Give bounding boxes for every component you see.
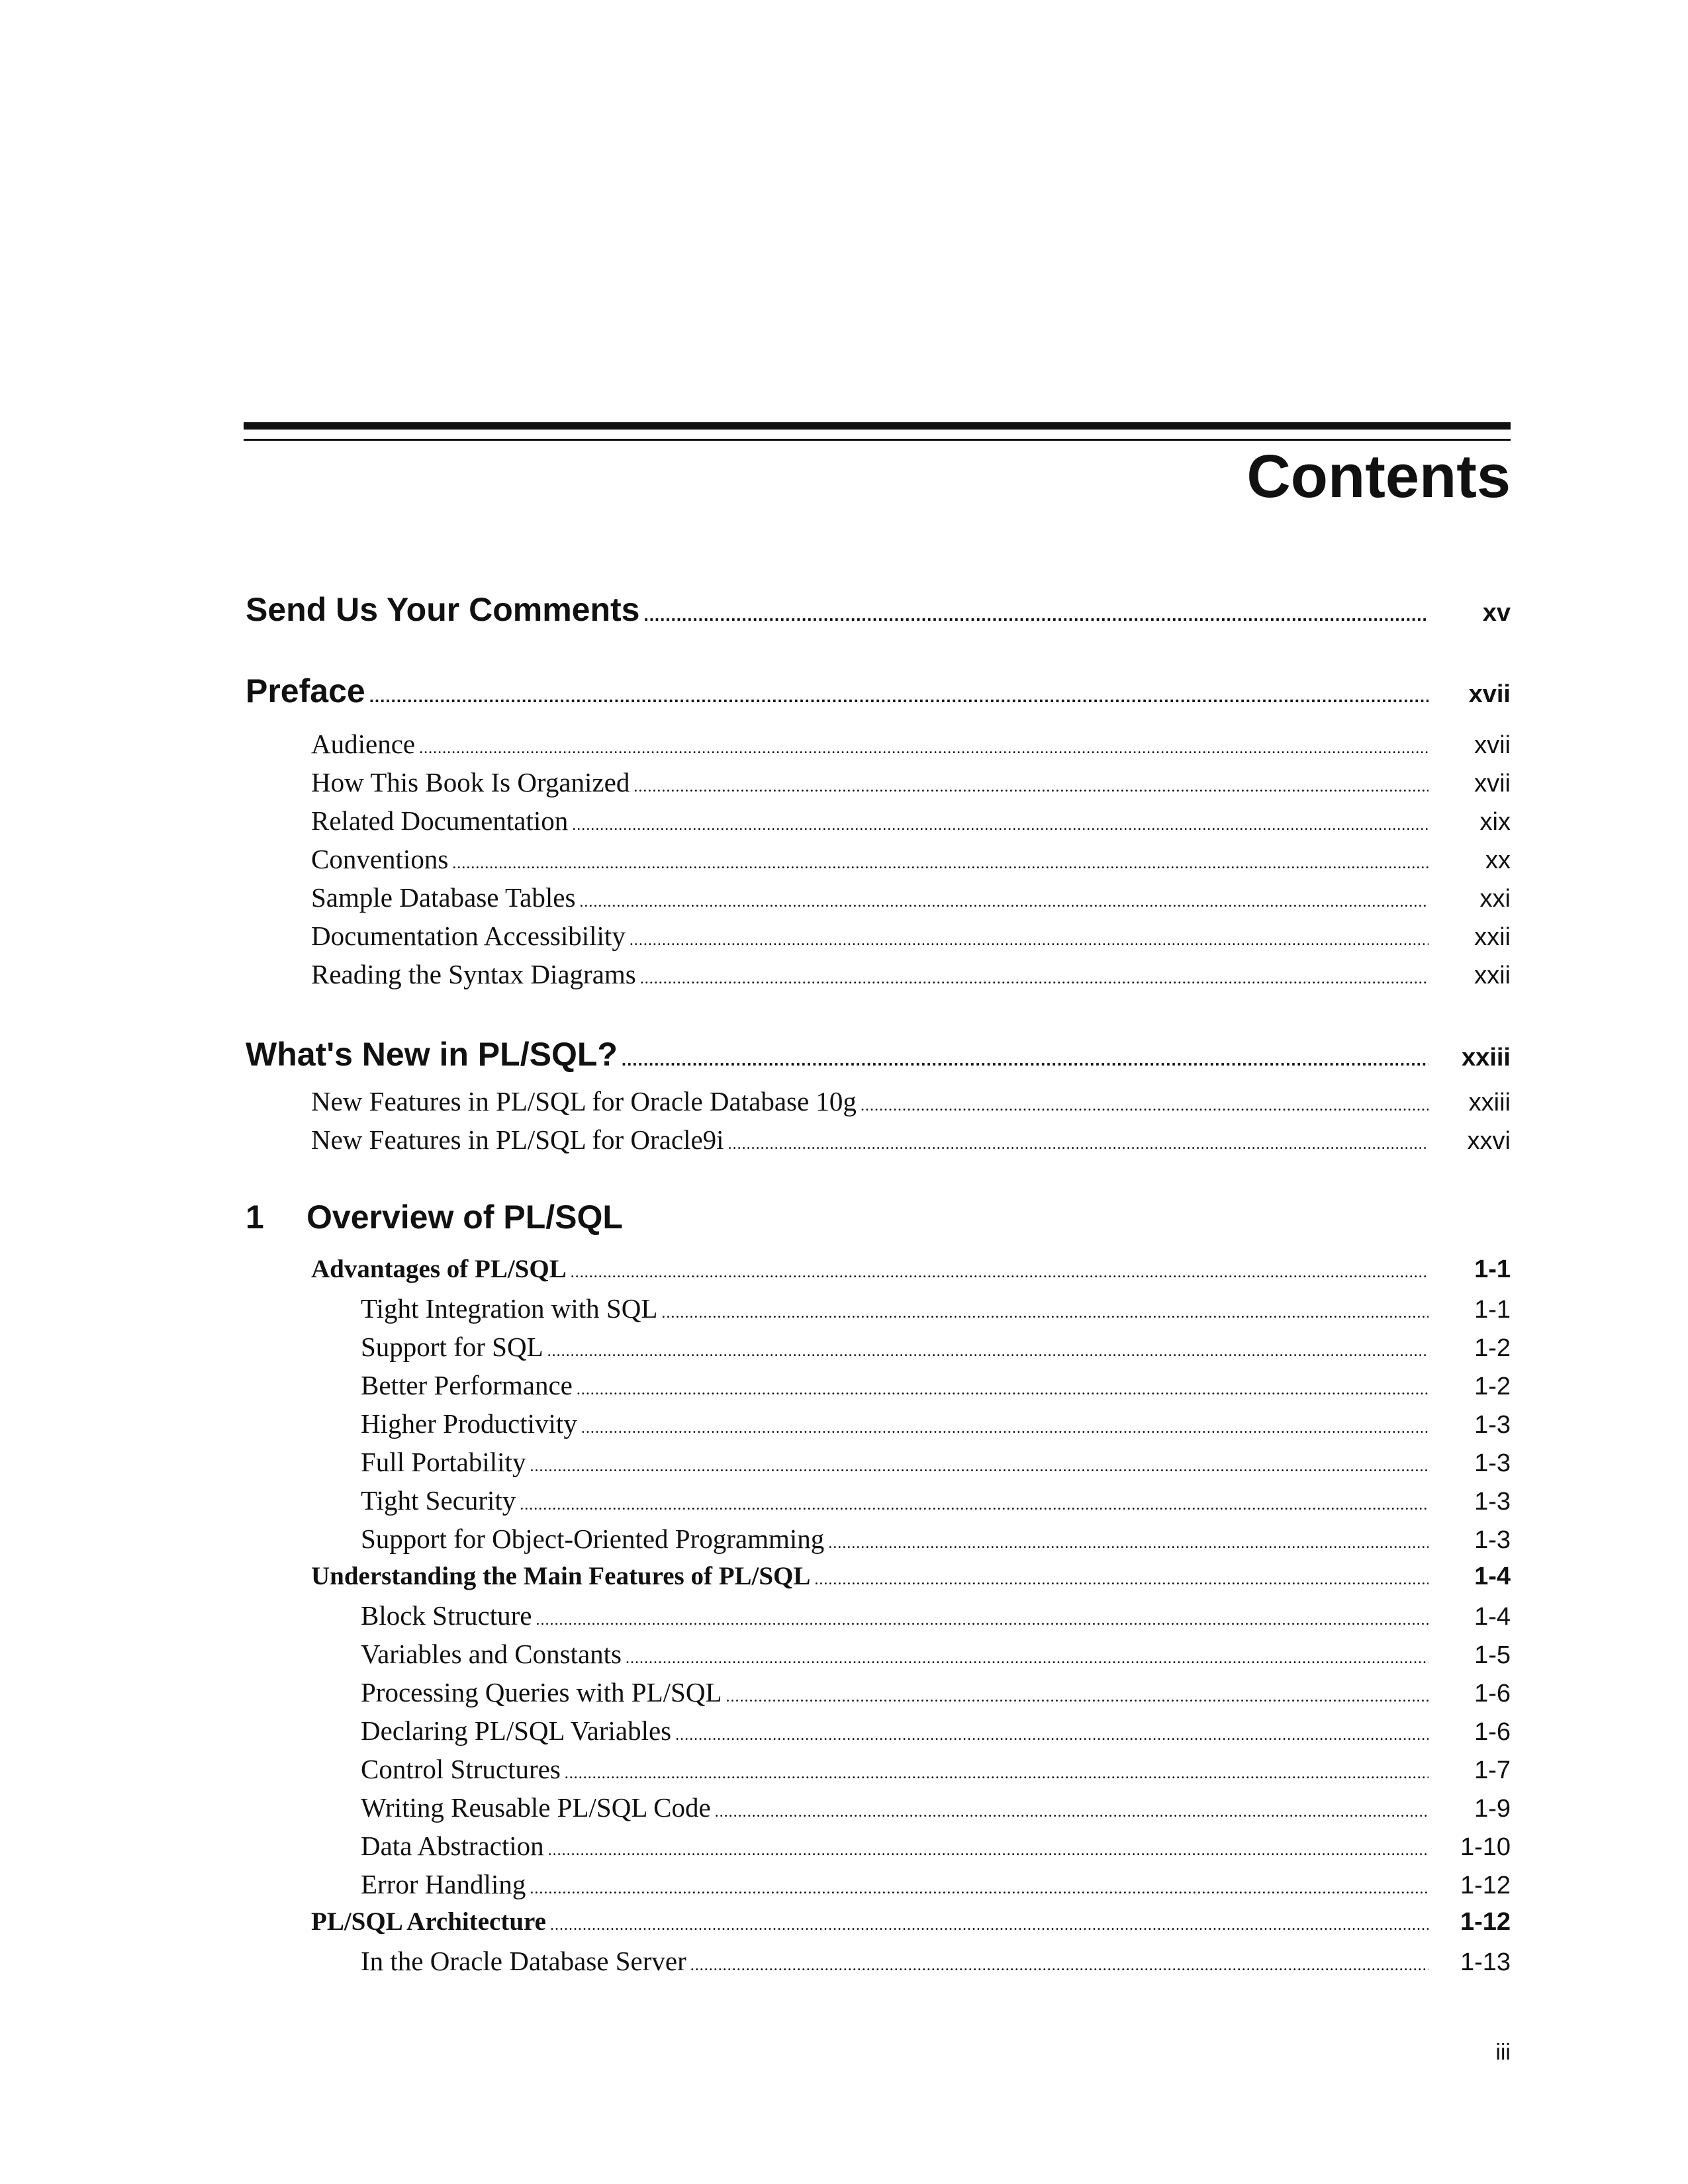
toc-page-number: xvii: [1474, 770, 1511, 797]
toc-entry-label: Advantages of PL/SQL: [311, 1255, 567, 1283]
toc-entry-writing-reusable-code[interactable]: [0, 1792, 1511, 1827]
toc-page-number: 1-1: [1474, 1255, 1511, 1283]
toc-page-number: 1-3: [1474, 1449, 1511, 1477]
dot-leader: [661, 1304, 1429, 1322]
dot-leader: [550, 1917, 1429, 1934]
toc-entry-label: Higher Productivity: [361, 1408, 577, 1439]
toc-entry-processing-queries[interactable]: [0, 1676, 1511, 1712]
toc-entry-higher-productivity[interactable]: [0, 1408, 1511, 1443]
toc-entry-label: Reading the Syntax Diagrams: [311, 959, 636, 989]
toc-entry-support-for-oop[interactable]: [0, 1523, 1511, 1559]
toc-page-number: 1-4: [1474, 1563, 1511, 1590]
toc-entry-tight-security[interactable]: [0, 1484, 1511, 1520]
toc-entry-label: New Features in PL/SQL for Oracle9i: [311, 1124, 724, 1155]
toc-page-number: 1-7: [1474, 1756, 1511, 1784]
toc-entry-sample-database-tables[interactable]: [0, 882, 1511, 917]
toc-entry-support-for-sql[interactable]: [0, 1331, 1511, 1367]
toc-entry-preface[interactable]: [0, 672, 1511, 714]
dot-leader: [577, 1381, 1429, 1399]
toc-page-number: xx: [1485, 846, 1511, 874]
toc-entry-reading-the-syntax-diagrams[interactable]: [0, 958, 1511, 994]
dot-leader: [715, 1803, 1429, 1821]
toc-entry-label: Better Performance: [361, 1370, 573, 1400]
toc-page-number: 1-6: [1474, 1718, 1511, 1746]
toc-entry-audience[interactable]: [0, 728, 1511, 764]
chapter-title: Overview of PL/SQL: [306, 1199, 623, 1236]
toc-entry-better-performance[interactable]: [0, 1369, 1511, 1405]
title-rule-thick: [244, 422, 1511, 430]
toc-page-number: 1-4: [1474, 1603, 1511, 1631]
dot-leader: [572, 817, 1429, 835]
toc-page-number: 1-6: [1474, 1680, 1511, 1707]
toc-entry-how-this-book-is-organized[interactable]: [0, 766, 1511, 802]
page-title: Contents: [1246, 443, 1511, 510]
toc-page-number: 1-3: [1474, 1526, 1511, 1554]
dot-leader: [622, 1050, 1429, 1070]
dot-leader: [633, 778, 1429, 796]
toc-entry-label: Processing Queries with PL/SQL: [361, 1677, 722, 1707]
page-folio: iii: [1495, 2040, 1511, 2065]
toc-page-number: 1-9: [1474, 1795, 1511, 1823]
dot-leader: [626, 1650, 1429, 1668]
toc-entry-understanding-main-features[interactable]: [0, 1561, 1511, 1597]
toc-page-number: 1-12: [1460, 1908, 1511, 1936]
toc-entry-block-structure[interactable]: [0, 1600, 1511, 1635]
toc-entry-label: Full Portability: [361, 1447, 526, 1477]
toc-entry-label: What's New in PL/SQL?: [246, 1036, 618, 1073]
toc-entry-error-handling[interactable]: [0, 1868, 1511, 1904]
toc-entry-label: Send Us Your Comments: [246, 591, 640, 628]
dot-leader: [520, 1496, 1429, 1514]
toc-page-number: xxi: [1479, 885, 1511, 913]
toc-page-number: xxii: [1474, 923, 1511, 951]
toc-page-number: 1-1: [1474, 1296, 1511, 1324]
toc-entry-label: Error Handling: [361, 1869, 526, 1899]
dot-leader: [690, 1957, 1429, 1975]
toc-entry-new-features-10g[interactable]: [0, 1085, 1511, 1121]
toc-page-number: 1-2: [1474, 1334, 1511, 1362]
toc-entry-data-abstraction[interactable]: [0, 1830, 1511, 1866]
toc-entry-label: Writing Reusable PL/SQL Code: [361, 1792, 711, 1823]
toc-entry-label: Sample Database Tables: [311, 882, 576, 913]
toc-entry-label: PL/SQL Architecture: [311, 1907, 546, 1936]
toc-entry-advantages-of-plsql[interactable]: [0, 1254, 1511, 1290]
dot-leader: [530, 1458, 1429, 1476]
dot-leader: [581, 1420, 1429, 1437]
dot-leader: [548, 1842, 1429, 1860]
dot-leader: [369, 686, 1429, 707]
dot-leader: [728, 1136, 1429, 1154]
toc-entry-label: In the Oracle Database Server: [361, 1946, 686, 1976]
toc-page-number: xxii: [1474, 962, 1511, 989]
dot-leader: [579, 893, 1429, 911]
toc-entry-whats-new[interactable]: [0, 1035, 1511, 1077]
toc-page-number: xxiii: [1462, 1044, 1511, 1071]
dot-leader: [643, 605, 1429, 625]
dot-leader: [530, 1880, 1429, 1898]
dot-leader: [565, 1765, 1429, 1783]
toc-entry-in-oracle-database-server[interactable]: [0, 1945, 1511, 1981]
toc-entry-label: Conventions: [311, 844, 449, 874]
toc-entry-label: Variables and Constants: [361, 1639, 622, 1669]
dot-leader: [419, 740, 1429, 758]
toc-entry-variables-and-constants[interactable]: [0, 1638, 1511, 1674]
toc-page-number: 1-3: [1474, 1411, 1511, 1439]
toc-entry-label: Support for SQL: [361, 1332, 543, 1362]
toc-entry-plsql-architecture[interactable]: [0, 1907, 1511, 1942]
toc-entry-label: Understanding the Main Features of PL/SQL: [311, 1562, 811, 1590]
toc-page-number: xvii: [1474, 731, 1511, 759]
toc-entry-conventions[interactable]: [0, 843, 1511, 879]
toc-entry-label: Tight Integration with SQL: [361, 1293, 658, 1324]
toc-page-number: xvii: [1468, 680, 1511, 708]
toc-page-number: xxvi: [1467, 1127, 1511, 1155]
toc-page-number: 1-5: [1474, 1641, 1511, 1669]
toc-page-number: xxiii: [1468, 1089, 1511, 1116]
toc-entry-label: Documentation Accessibility: [311, 921, 626, 951]
toc-entry-label: Declaring PL/SQL Variables: [361, 1715, 672, 1746]
toc-entry-full-portability[interactable]: [0, 1446, 1511, 1482]
toc-entry-label: Block Structure: [361, 1600, 532, 1631]
toc-page-number: 1-2: [1474, 1373, 1511, 1400]
dot-leader: [726, 1688, 1429, 1706]
chapter-number: 1: [246, 1199, 264, 1236]
toc-entry-declaring-plsql-variables[interactable]: [0, 1715, 1511, 1751]
toc-entry-tight-integration-with-sql[interactable]: [0, 1293, 1511, 1328]
dot-leader: [828, 1535, 1429, 1553]
toc-page-number: xv: [1482, 599, 1511, 627]
dot-leader: [814, 1571, 1429, 1589]
toc-entry-label: Support for Object-Oriented Programming: [361, 1524, 825, 1554]
toc-page-number: 1-3: [1474, 1488, 1511, 1516]
toc-entry-label: New Features in PL/SQL for Oracle Database 10g: [311, 1086, 857, 1116]
toc-entry-label: How This Book Is Organized: [311, 767, 630, 797]
dot-leader: [452, 855, 1429, 873]
toc-entry-related-documentation[interactable]: [0, 805, 1511, 841]
chapter-heading[interactable]: [246, 1198, 623, 1236]
toc-entry-label: Control Structures: [361, 1754, 561, 1784]
dot-leader: [861, 1097, 1429, 1115]
toc-entry-documentation-accessibility[interactable]: [0, 920, 1511, 956]
toc-entry-label: Tight Security: [361, 1485, 516, 1516]
dot-leader: [536, 1612, 1429, 1629]
toc-entry-label: Audience: [311, 729, 416, 759]
toc-entry-label: Related Documentation: [311, 805, 569, 836]
toc-entry-label: Data Abstraction: [361, 1831, 544, 1861]
toc-entry-control-structures[interactable]: [0, 1753, 1511, 1789]
toc-page-number: 1-10: [1460, 1833, 1511, 1861]
dot-leader: [675, 1727, 1429, 1745]
dot-leader: [640, 970, 1429, 988]
toc-entry-send-us-your-comments[interactable]: [0, 590, 1511, 633]
dot-leader: [547, 1343, 1429, 1361]
toc-entry-label: Preface: [246, 672, 365, 709]
toc-page-number: xix: [1479, 808, 1511, 836]
toc-page-number: 1-12: [1460, 1872, 1511, 1899]
toc-page-number: 1-13: [1460, 1948, 1511, 1976]
dot-leader: [630, 932, 1429, 950]
dot-leader: [571, 1264, 1429, 1282]
toc-entry-new-features-9i[interactable]: [0, 1124, 1511, 1160]
